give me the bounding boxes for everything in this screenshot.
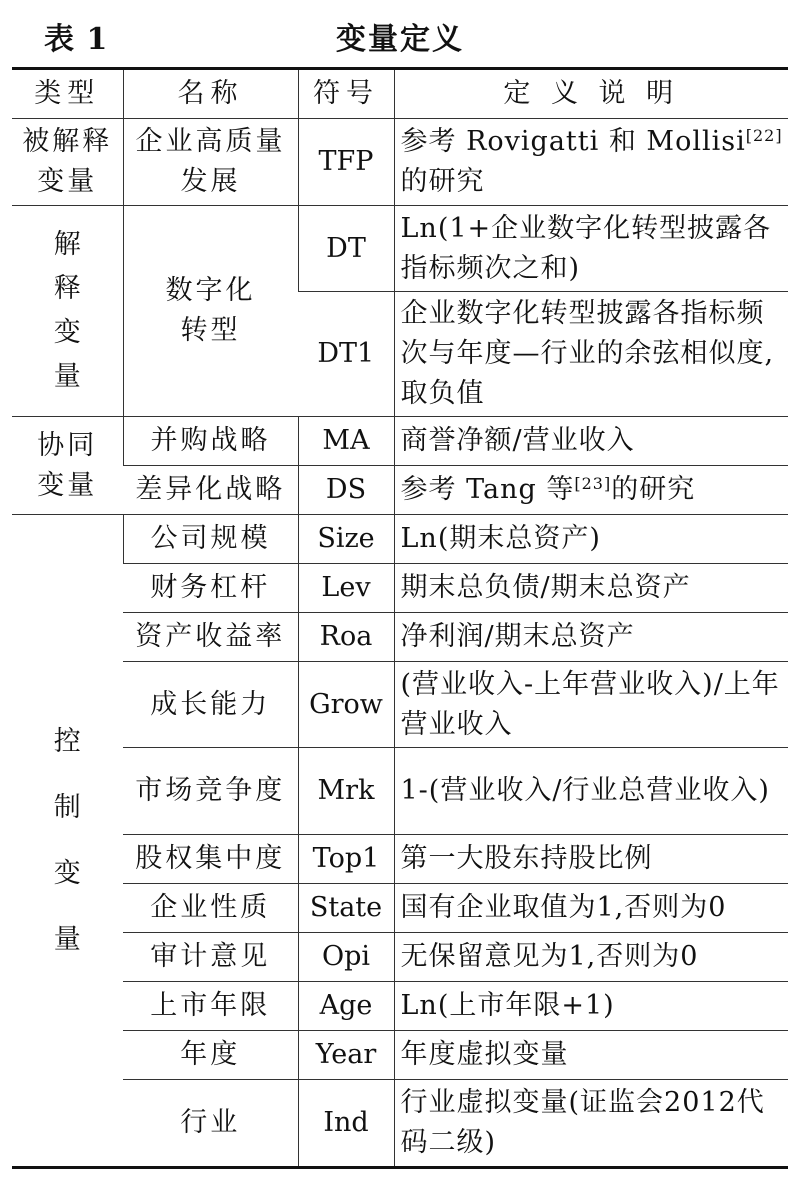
row-definition: Ln(上市年限+1) — [394, 982, 788, 1031]
row-symbol: TFP — [298, 119, 394, 206]
group-dependent: 被解释变量 — [22, 126, 113, 197]
table-row — [12, 982, 788, 1031]
row-definition: Ln(1+企业数字化转型披露各指标频次之和) — [394, 206, 788, 292]
row-symbol: DS — [298, 466, 394, 515]
table-row — [12, 515, 788, 564]
row-symbol: Grow — [298, 662, 394, 748]
row-definition: 年度虚拟变量 — [394, 1031, 788, 1080]
row-definition: 无保留意见为1,否则为0 — [394, 933, 788, 982]
row-symbol: DT1 — [298, 292, 394, 417]
row-symbol: Lev — [298, 564, 394, 613]
reference-marker: [23] — [574, 474, 612, 493]
row-definition: (营业收入-上年营业收入)/上年营业收入 — [394, 662, 788, 748]
header-symbol: 符号 — [298, 69, 394, 119]
row-name: 审计意见 — [123, 933, 298, 982]
table-header-row — [12, 69, 788, 119]
row-name: 上市年限 — [123, 982, 298, 1031]
row-symbol: Top1 — [298, 835, 394, 884]
row-symbol: Age — [298, 982, 394, 1031]
row-definition: 商誉净额/营业收入 — [394, 417, 788, 466]
row-definition: 期末总负债/期末总资产 — [394, 564, 788, 613]
row-definition: 国有企业取值为1,否则为0 — [394, 884, 788, 933]
row-name: 股权集中度 — [123, 835, 298, 884]
row-name: 公司规模 — [123, 515, 298, 564]
row-symbol: DT — [298, 206, 394, 292]
row-symbol: Year — [298, 1031, 394, 1080]
row-definition: 第一大股东持股比例 — [394, 835, 788, 884]
table-row — [12, 1080, 788, 1168]
variable-definition-table — [12, 67, 788, 1169]
table-row — [12, 662, 788, 748]
header-definition: 定 义 说 明 — [394, 69, 788, 119]
row-name: 年度 — [123, 1031, 298, 1080]
row-name: 市场竞争度 — [123, 748, 298, 835]
table-number: 表 1 — [44, 22, 109, 57]
row-symbol: Mrk — [298, 748, 394, 835]
row-definition: 企业数字化转型披露各指标频次与年度—行业的余弦相似度,取负值 — [394, 292, 788, 417]
table-row — [12, 835, 788, 884]
row-name: 企业性质 — [123, 884, 298, 933]
row-symbol: Opi — [298, 933, 394, 982]
row-definition: 1-(营业收入/行业总营业收入) — [394, 748, 788, 835]
table-row — [12, 466, 788, 515]
row-name: 差异化战略 — [123, 466, 298, 515]
row-name: 成长能力 — [123, 662, 298, 748]
row-symbol: Roa — [298, 613, 394, 662]
table-caption — [12, 0, 788, 66]
header-name: 名称 — [123, 69, 298, 119]
row-definition: 净利润/期末总资产 — [394, 613, 788, 662]
table-row — [12, 613, 788, 662]
row-definition: Ln(期末总资产) — [394, 515, 788, 564]
group-moderating: 协同变量 — [12, 417, 123, 515]
table-row — [12, 564, 788, 613]
table-row — [12, 206, 788, 292]
row-name: 并购战略 — [123, 417, 298, 466]
group-explanatory: 解释变量 — [12, 206, 123, 417]
table-row — [12, 119, 788, 206]
row-symbol: MA — [298, 417, 394, 466]
reference-marker: [22] — [745, 126, 783, 145]
table-title: 变量定义 — [336, 22, 464, 57]
table-row — [12, 1031, 788, 1080]
row-name: 数字化转型 — [123, 206, 298, 417]
header-type: 类型 — [12, 69, 123, 119]
row-symbol: Size — [298, 515, 394, 564]
row-name: 企业高质量发展 — [123, 119, 298, 206]
table-row — [12, 748, 788, 835]
row-symbol: Ind — [298, 1080, 394, 1168]
table-row — [12, 933, 788, 982]
row-definition: 参考 Rovigatti 和 Mollisi[22] 的研究 — [394, 119, 788, 206]
group-control: 控制变量 — [12, 515, 123, 1168]
row-name: 行业 — [123, 1080, 298, 1168]
table-row — [12, 417, 788, 466]
row-definition: 行业虚拟变量(证监会2012代码二级) — [394, 1080, 788, 1168]
row-definition: 参考 Tang 等[23]的研究 — [394, 466, 788, 515]
row-symbol: State — [298, 884, 394, 933]
row-name: 资产收益率 — [123, 613, 298, 662]
row-name: 财务杠杆 — [123, 564, 298, 613]
table-row — [12, 884, 788, 933]
